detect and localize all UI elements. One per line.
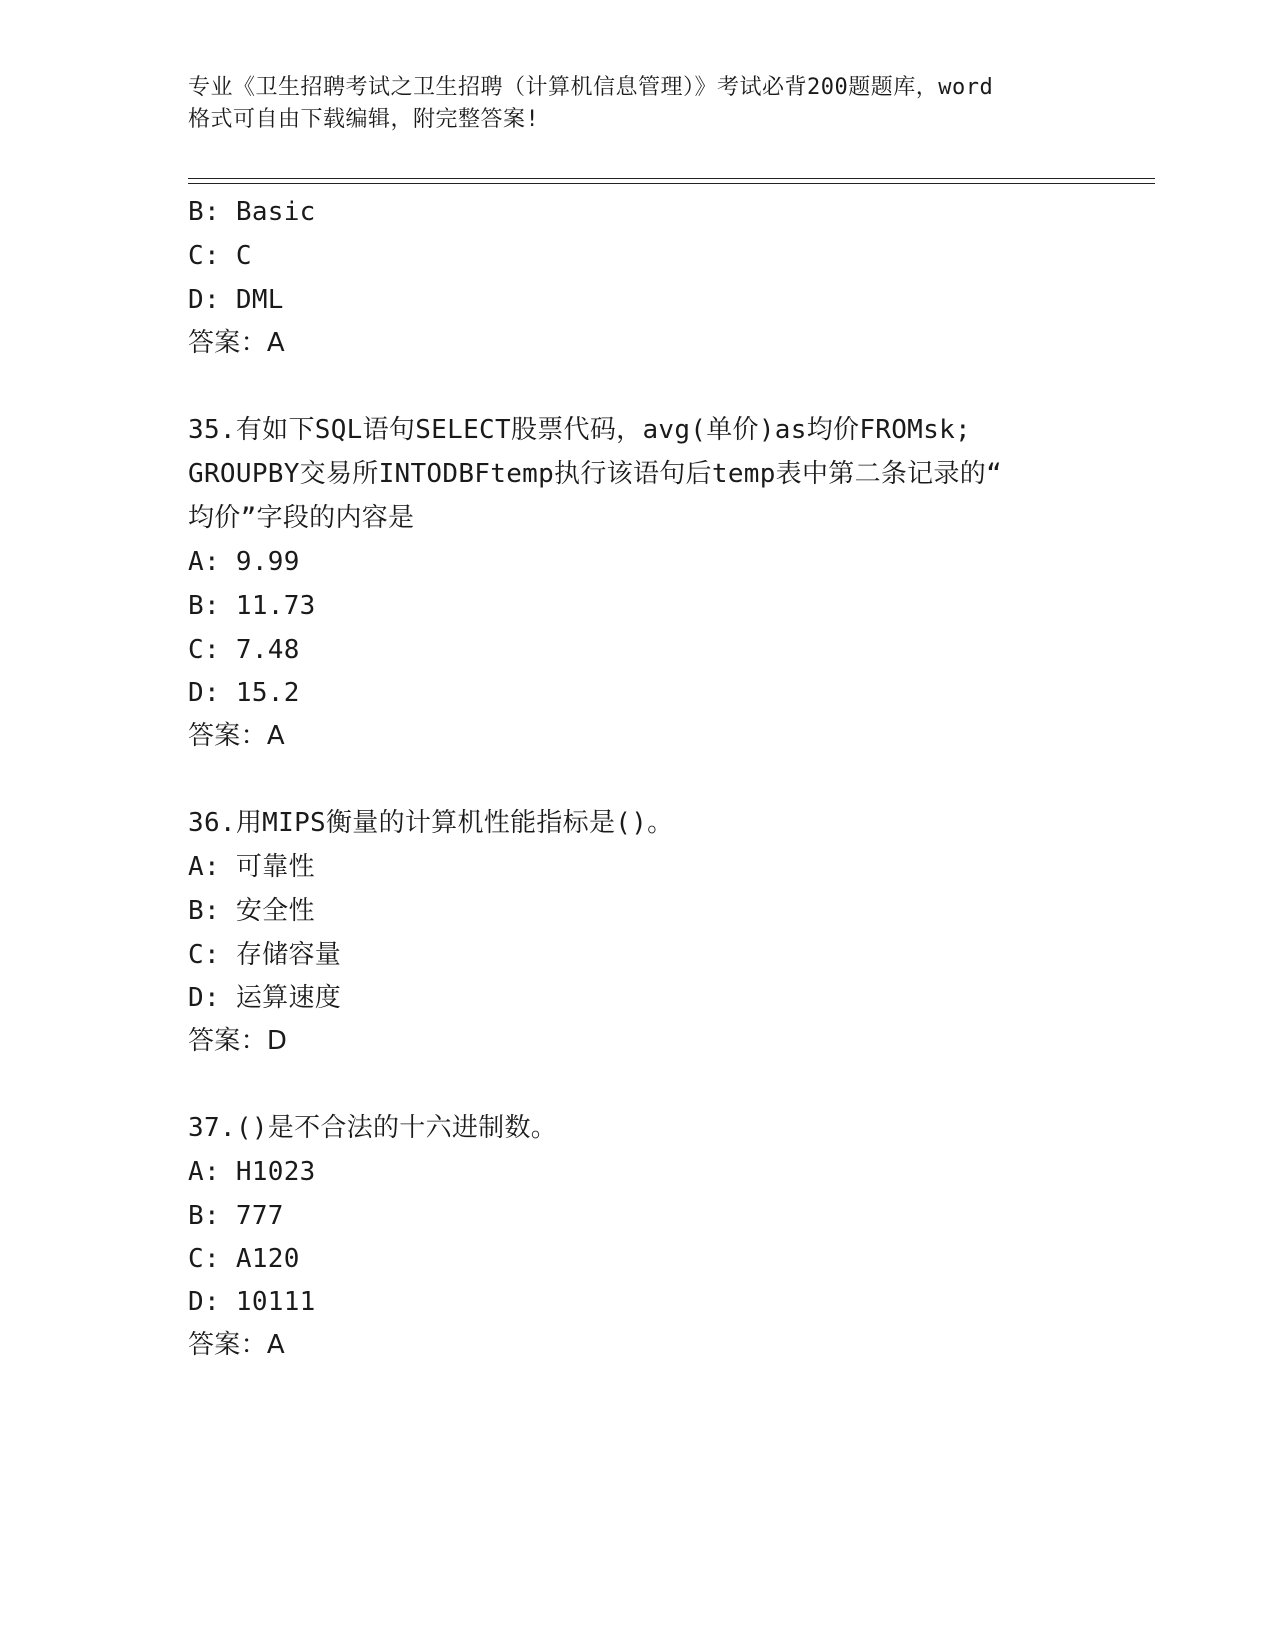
q37-option-c: C: A120 (188, 1244, 300, 1274)
q35-stem-line-3: 均价”字段的内容是 (188, 503, 415, 533)
q36-answer: 答案：D (188, 1026, 288, 1056)
q36-option-b: B: 安全性 (188, 896, 315, 926)
q36-option-a: A: 可靠性 (188, 852, 315, 882)
q37-stem: 37.()是不合法的十六进制数。 (188, 1113, 558, 1143)
header-divider-bottom (188, 183, 1155, 184)
q35-answer: 答案：A (188, 721, 285, 751)
q37-option-a: A: H1023 (188, 1157, 316, 1187)
q37-answer: 答案：A (188, 1330, 285, 1360)
q36-stem: 36.用MIPS衡量的计算机性能指标是()。 (188, 808, 674, 838)
q36-option-c: C: 存储容量 (188, 940, 342, 970)
q35-option-c: C: 7.48 (188, 635, 300, 665)
q35-option-d: D: 15.2 (188, 678, 300, 708)
q35-option-b: B: 11.73 (188, 591, 316, 621)
q34-option-c: C: C (188, 241, 252, 271)
header-divider-top (188, 178, 1155, 179)
document-header (188, 72, 1088, 136)
q35-option-a: A: 9.99 (188, 547, 300, 577)
q35-stem-line-2: GROUPBY交易所INTODBFtemp执行该语句后temp表中第二条记录的“ (188, 459, 1003, 489)
q35-stem-line-1: 35.有如下SQL语句SELECT股票代码，avg(单价)as均价FROMsk; (188, 415, 971, 445)
q34-option-b: B: Basic (188, 197, 316, 227)
q37-option-b: B: 777 (188, 1201, 284, 1231)
q34-answer: 答案：A (188, 328, 285, 358)
q37-option-d: D: 10111 (188, 1287, 316, 1317)
q36-option-d: D: 运算速度 (188, 983, 342, 1013)
header-line-1: 专业《卫生招聘考试之卫生招聘（计算机信息管理）》考试必背200题题库，word (188, 75, 994, 100)
q34-option-d: D: DML (188, 285, 284, 315)
header-line-2: 格式可自由下载编辑，附完整答案! (188, 107, 540, 132)
